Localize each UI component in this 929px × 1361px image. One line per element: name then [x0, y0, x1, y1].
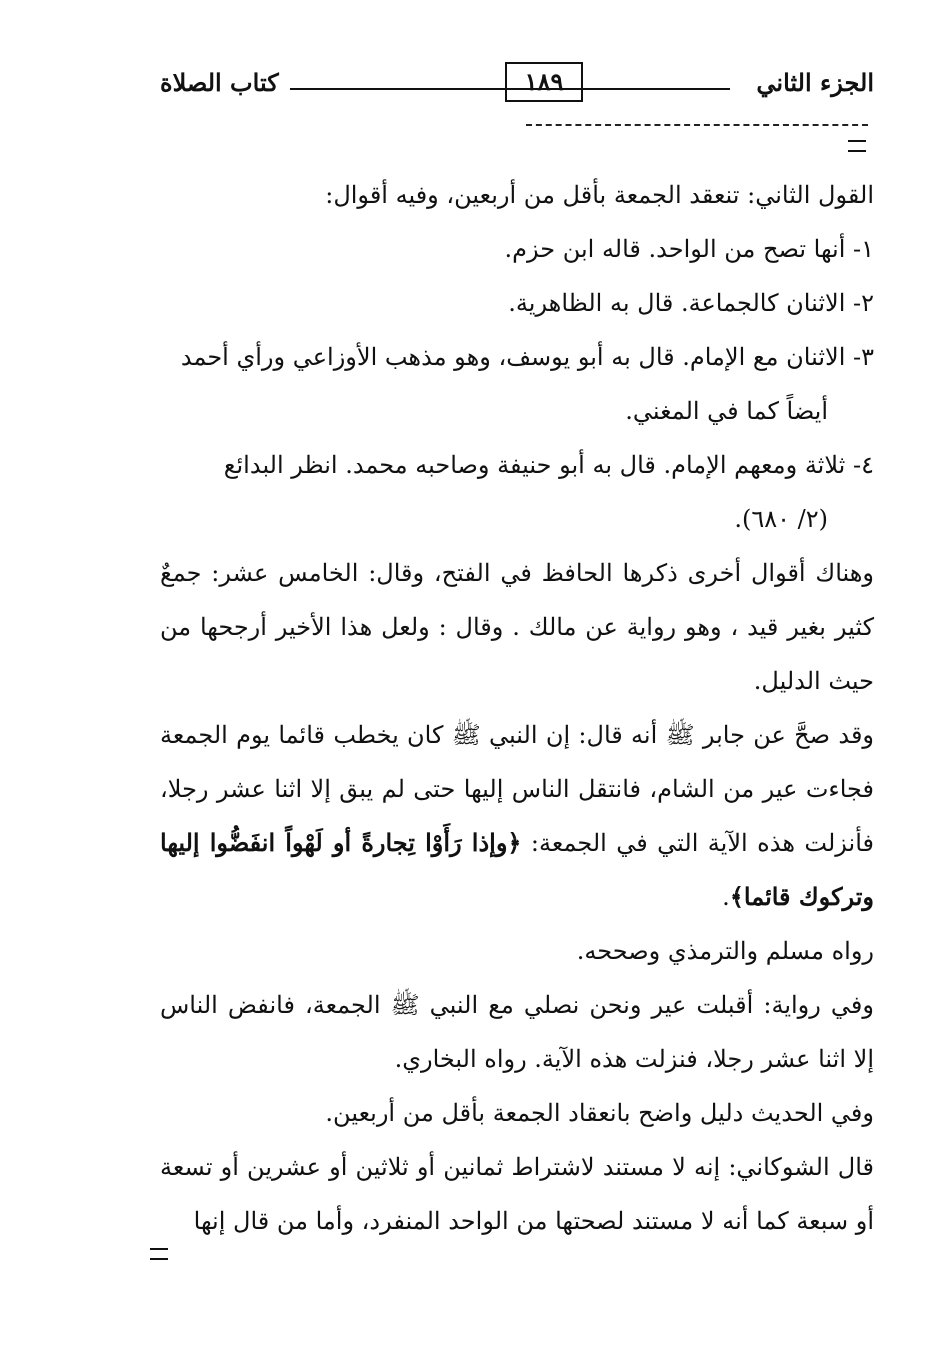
- list-item-3-continued: أيضاً كما في المغني.: [625, 397, 828, 425]
- list-item-4-continued: (٢/ ٦٨٠).: [734, 505, 828, 533]
- header-dashed-rule: [526, 124, 868, 126]
- list-item-2: ٢- الاثنان كالجماعة. قال به الظاهرية.: [508, 289, 874, 317]
- list-item-3: ٣- الاثنان مع الإمام. قال به أبو يوسف، وهو مذهب الأوزاعي ورأي أحمد: [180, 343, 874, 371]
- page-header: [160, 62, 874, 112]
- paragraph-second-opinion: القول الثاني: تنعقد الجمعة بأقل من أربعين، وفيه أقوال:: [325, 181, 874, 209]
- header-rule-left: [290, 88, 635, 90]
- paragraph-other-opinions: وهناك أقوال أخرى ذكرها الحافظ في الفتح، وقال: الخامس عشر: جمعٌ كثير بغير قيد ، وهو رواية عن مالك . وقال : ولعل هذا الأخير أرجحها من حيث الدليل.: [160, 559, 874, 695]
- paragraph-shawkani: قال الشوكاني: إنه لا مستند لاشتراط ثمانين أو ثلاثين أو عشرين أو تسعة أو سبعة كما أنه لا مستند لصحتها من الواحد المنفرد، وأما من قال إنها: [160, 1153, 874, 1235]
- hadith-text: وقد صحَّ عن جابر ﷺ أنه قال: إن النبي ﷺ كان يخطب قائما يوم الجمعة فجاءت عير من الشام، فانتقل الناس إليها حتى لم يبق إلا اثنا عشر رجلا، فأنزلت هذه الآية التي في الجمعة:: [160, 721, 875, 857]
- list-item-1: ١- أنها تصح من الواحد. قاله ابن حزم.: [504, 235, 874, 263]
- page-body: [160, 168, 874, 1248]
- paragraph-narration-source: رواه مسلم والترمذي وصححه.: [576, 937, 874, 965]
- paragraph-evidence: وفي الحديث دليل واضح بانعقاد الجمعة بأقل من أربعين.: [325, 1099, 874, 1127]
- continuation-mark-top: [848, 140, 866, 152]
- volume-title: الجزء الثاني: [756, 68, 874, 97]
- paragraph-jabir-hadith: [160, 708, 874, 924]
- list-item-4: ٤- ثلاثة ومعهم الإمام. قال به أبو حنيفة وصاحبه محمد. انظر البدائع: [223, 451, 874, 479]
- hadith-end: .: [722, 883, 730, 911]
- quran-verse: ﴿وإذا رَأَوْا تِجارةً أو لَهْواً انفَضُّوا إليها وتركوك قائما﴾: [160, 828, 874, 911]
- continuation-mark-bottom: [150, 1248, 168, 1260]
- chapter-title: كتاب الصلاة: [160, 68, 279, 97]
- paragraph-bukhari-narration: وفي رواية: أقبلت عير ونحن نصلي مع النبي ﷺ الجمعة، فانفض الناس إلا اثنا عشر رجلا، فنزلت هذه الآية. رواه البخاري.: [160, 991, 874, 1073]
- page-number: ١٨٩: [505, 62, 583, 102]
